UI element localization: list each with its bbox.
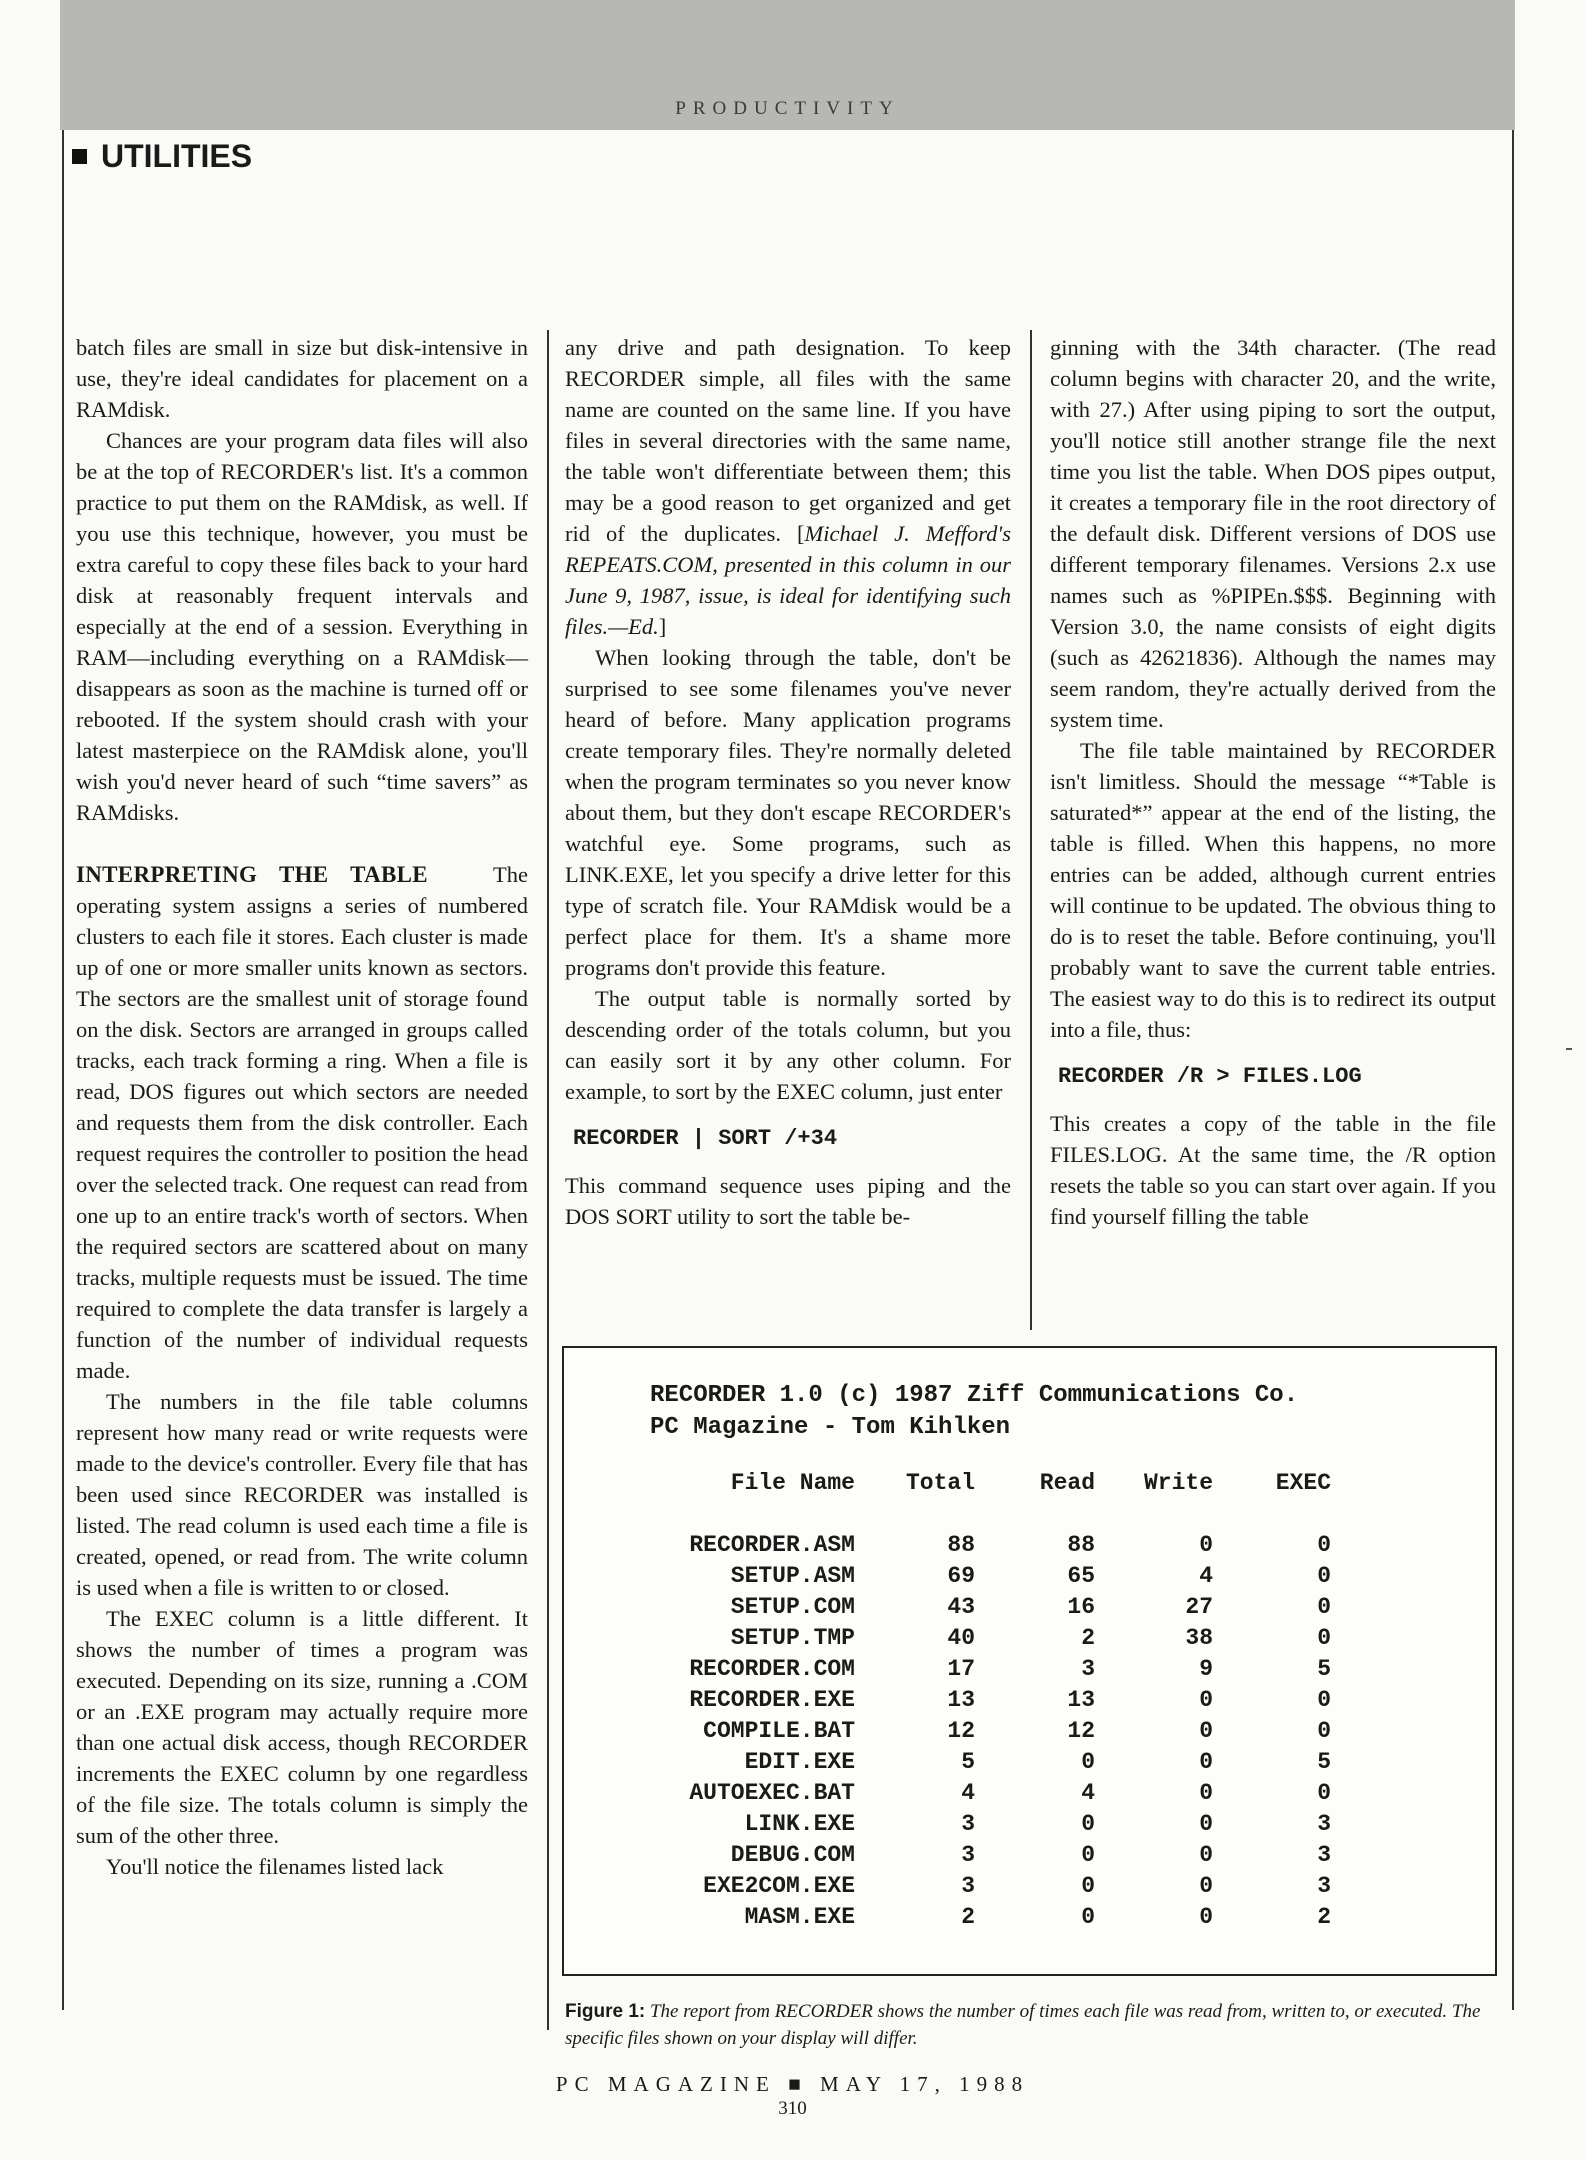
table-row (650, 1623, 1331, 1654)
table-cell: 0 (1081, 1749, 1095, 1775)
table-cell: 2 (1081, 1625, 1095, 1651)
table-cell: 0 (1317, 1563, 1331, 1589)
editor-note: Michael J. Mefford's REPEATS.COM, presented in this column in our June 9, 1987, issue, is ideal for identifying such files.—Ed. (565, 521, 1011, 639)
column-divider-2 (1030, 330, 1032, 1330)
table-cell: RECORDER.COM (689, 1656, 855, 1682)
table-cell: 38 (1185, 1625, 1213, 1651)
table-cell: 2 (1317, 1904, 1331, 1930)
paragraph: The output table is normally sorted by descending order of the totals column, but you can easily sort it by any other column. For example, to sort by the EXEC column, just enter (565, 986, 1011, 1104)
margin-mark (1566, 1048, 1572, 1050)
table-cell: 0 (1317, 1594, 1331, 1620)
table-cell: 3 (1317, 1842, 1331, 1868)
paragraph: When looking through the table, don't be surprised to see some filenames you've never heard of before. Many application programs create temporary files. They're normally deleted when the program terminates so you never know about them, but they don't escape RECORDER's watchful eye. Some programs, such as LINK.EXE, let you specify a drive letter for this type of scratch file. Your RAMdisk would be a perfect place for them. It's a shame more programs don't provide this feature. (565, 645, 1011, 980)
table-cell: 3 (961, 1842, 975, 1868)
paragraph: Chances are your program data files will also be at the top of RECORDER's list. It's a common practice to put them on the RAMdisk, as well. If you use this technique, however, you must be extra careful to copy these files back to your hard disk at reasonably frequent intervals and especially at the end of a session. Everything in RAM—including everything on a RAMdisk—disappears as soon as the machine is turned off or rebooted. If the system should crash with your latest masterpiece on the RAMdisk alone, you'll wish you'd never heard of such “time savers” as RAMdisks. (76, 428, 528, 825)
table-cell: 0 (1317, 1780, 1331, 1806)
paragraph: The EXEC column is a little different. It shows the number of times a program was executed. Depending on its size, running a .COM or an .EXE program may actually require more than one actual disk access, though RECORDER increments the EXEC column by one regardless of the file size. The totals column is simply the sum of the other three. (76, 1606, 528, 1848)
table-cell: 3 (1081, 1656, 1095, 1682)
table-header-row (650, 1470, 1331, 1530)
table-cell: COMPILE.BAT (703, 1718, 855, 1744)
table-cell: 3 (1317, 1811, 1331, 1837)
table-row (650, 1871, 1331, 1902)
section-title-text: UTILITIES (101, 138, 253, 174)
table-cell: 69 (947, 1563, 975, 1589)
table-cell: 9 (1199, 1656, 1213, 1682)
table-cell: 5 (1317, 1749, 1331, 1775)
table-cell: 40 (947, 1625, 975, 1651)
table-cell: 0 (1081, 1842, 1095, 1868)
table-cell: 3 (961, 1811, 975, 1837)
column-1 (76, 332, 528, 1882)
paragraph: any drive and path designation. To keep RECORDER simple, all files with the same name are counted on the same line. If you have files in several directories with the same name, the table won't differentiate between them; this may be a good reason to get organized and get rid of the duplicates. [Michael J. Mefford's REPEATS.COM, presented in this column in our June 9, 1987, issue, is ideal for identifying such files.—Ed.] (565, 335, 1011, 639)
subhead: INTERPRETING THE TABLE (76, 862, 428, 887)
paragraph: batch files are small in size but disk-intensive in use, they're ideal candidates for placement on a RAMdisk. (76, 335, 528, 422)
table-cell: 0 (1199, 1811, 1213, 1837)
table-cell: 27 (1185, 1594, 1213, 1620)
table-cell: 88 (947, 1532, 975, 1558)
table-row (650, 1778, 1331, 1809)
table-cell: 0 (1199, 1749, 1213, 1775)
table-row (650, 1530, 1331, 1561)
table-cell: 17 (947, 1656, 975, 1682)
table-cell: 0 (1199, 1904, 1213, 1930)
file-table (650, 1470, 1331, 1933)
header-bar (60, 0, 1515, 130)
figure-label: Figure 1: (565, 2001, 646, 2022)
table-cell: 16 (1067, 1594, 1095, 1620)
column-header: Total (905, 1470, 975, 1496)
table-cell: 0 (1199, 1780, 1213, 1806)
table-cell: 43 (947, 1594, 975, 1620)
table-cell: 0 (1317, 1687, 1331, 1713)
table-cell: 13 (947, 1687, 975, 1713)
figure-caption (565, 1998, 1495, 2052)
square-bullet-icon (72, 149, 87, 164)
column-2 (565, 332, 1011, 1232)
table-cell: SETUP.COM (730, 1594, 855, 1620)
paragraph: This creates a copy of the table in the file FILES.LOG. At the same time, the /R option resets the table so you can start over again. If you find yourself filling the table (1050, 1111, 1496, 1229)
table-cell: EXE2COM.EXE (703, 1873, 855, 1899)
paragraph (76, 859, 528, 1386)
table-row (650, 1685, 1331, 1716)
table-cell: 4 (1081, 1780, 1095, 1806)
table-cell: 0 (1199, 1842, 1213, 1868)
paragraph: ginning with the 34th character. (The read column begins with character 20, and the write, with 27.) After using piping to sort the output, you'll notice still another strange file the next time you list the table. When DOS pipes output, it creates a temporary file in the root directory of the default disk. Different versions of DOS use different temporary filenames. Versions 2.x use names such as %PIPEn.$$$. Beginning with Version 3.0, the name consists of eight digits (such as 42621836). Although the names may seem random, they're actually derived from the system time. (1050, 335, 1496, 732)
table-cell: 2 (961, 1904, 975, 1930)
table-cell: 12 (947, 1718, 975, 1744)
table-cell: RECORDER.EXE (689, 1687, 855, 1713)
table-cell: LINK.EXE (744, 1811, 855, 1837)
table-cell: EDIT.EXE (744, 1749, 855, 1775)
column-header: Read (1039, 1470, 1095, 1496)
table-cell: 4 (961, 1780, 975, 1806)
table-cell: AUTOEXEC.BAT (689, 1780, 855, 1806)
figure-title-line-1: RECORDER 1.0 (c) 1987 Ziff Communications Co. (650, 1382, 1299, 1409)
paragraph: The numbers in the file table columns represent how many read or write requests were made to the device's controller. Every file that has been used since RECORDER was installed is listed. The read column is used each time a file is created, opened, or read from. The write column is used when a file is written to or closed. (76, 1389, 528, 1600)
paragraph-text: The operating system assigns a series of numbered clusters to each file it stores. Each cluster is made up of one or more smaller units known as sectors. The sectors are the smallest unit of storage found on the disk. Sectors are arranged in groups called tracks, each track forming a ring. When a file is read, DOS figures out which sectors are needed and requests them from the disk controller. Each request requires the controller to position the head over the selected track. One request can read from one up to an entire track's worth of sectors. When the required sectors are scattered about on many tracks, multiple requests must be issued. The time required to complete the data transfer is largely a function of the number of individual requests made. (76, 862, 528, 1383)
table-cell: 0 (1317, 1625, 1331, 1651)
column-divider-1 (547, 330, 549, 2030)
table-cell: 5 (961, 1749, 975, 1775)
figure-1 (562, 1346, 1497, 1976)
frame-line-left (62, 130, 64, 2010)
page-number: 310 (778, 2098, 807, 2119)
table-cell: SETUP.ASM (730, 1563, 855, 1589)
table-row (650, 1561, 1331, 1592)
table-cell: 12 (1067, 1718, 1095, 1744)
footer-magazine: PC MAGAZINE ■ MAY 17, 1988 (555, 2072, 1030, 2096)
table-row (650, 1592, 1331, 1623)
caption-text: The report from RECORDER shows the number of times each file was read from, written to, or executed. The specific files shown on your display will differ. (565, 2001, 1481, 2049)
table-cell: 0 (1317, 1532, 1331, 1558)
table-row (650, 1809, 1331, 1840)
frame-line-right (1512, 130, 1514, 2010)
table-cell: 0 (1199, 1532, 1213, 1558)
table-cell: 0 (1081, 1904, 1095, 1930)
table-cell: 0 (1317, 1718, 1331, 1744)
table-cell: 13 (1067, 1687, 1095, 1713)
figure-title-line-2: PC Magazine - Tom Kihlken (650, 1414, 1011, 1441)
table-row (650, 1840, 1331, 1871)
code-sample: RECORDER | SORT /+34 (573, 1126, 838, 1151)
table-cell: 3 (1317, 1873, 1331, 1899)
column-header: Write (1143, 1470, 1213, 1496)
paragraph: You'll notice the filenames listed lack (106, 1854, 444, 1879)
table-cell: RECORDER.ASM (689, 1532, 855, 1558)
paragraph: This command sequence uses piping and the DOS SORT utility to sort the table be- (565, 1173, 1011, 1229)
section-label: PRODUCTIVITY (675, 98, 900, 119)
section-title (72, 138, 252, 175)
column-header: File Name (730, 1470, 855, 1496)
table-cell: 88 (1067, 1532, 1095, 1558)
table-cell: MASM.EXE (744, 1904, 855, 1930)
table-cell: 4 (1199, 1563, 1213, 1589)
table-row (650, 1654, 1331, 1685)
column-header: EXEC (1275, 1470, 1331, 1496)
table-row (650, 1902, 1331, 1933)
table-row (650, 1716, 1331, 1747)
table-cell: 0 (1199, 1718, 1213, 1744)
code-sample: RECORDER /R > FILES.LOG (1058, 1064, 1362, 1089)
table-cell: 0 (1199, 1873, 1213, 1899)
table-cell: 5 (1317, 1656, 1331, 1682)
table-row (650, 1747, 1331, 1778)
paragraph: The file table maintained by RECORDER isn't limitless. Should the message “*Table is saturated*” appear at the end of the listing, the table is filled. When this happens, no more entries can be added, although current entries will continue to be updated. The obvious thing to do is to reset the table. Before continuing, you'll probably want to save the current table entries. The easiest way to do this is to redirect its output into a file, thus: (1050, 738, 1496, 1042)
table-cell: 0 (1199, 1687, 1213, 1713)
table-cell: DEBUG.COM (730, 1842, 855, 1868)
table-cell: 0 (1081, 1811, 1095, 1837)
table-cell: 65 (1067, 1563, 1095, 1589)
column-3 (1050, 332, 1496, 1232)
table-cell: SETUP.TMP (730, 1625, 855, 1651)
table-cell: 3 (961, 1873, 975, 1899)
table-cell: 0 (1081, 1873, 1095, 1899)
